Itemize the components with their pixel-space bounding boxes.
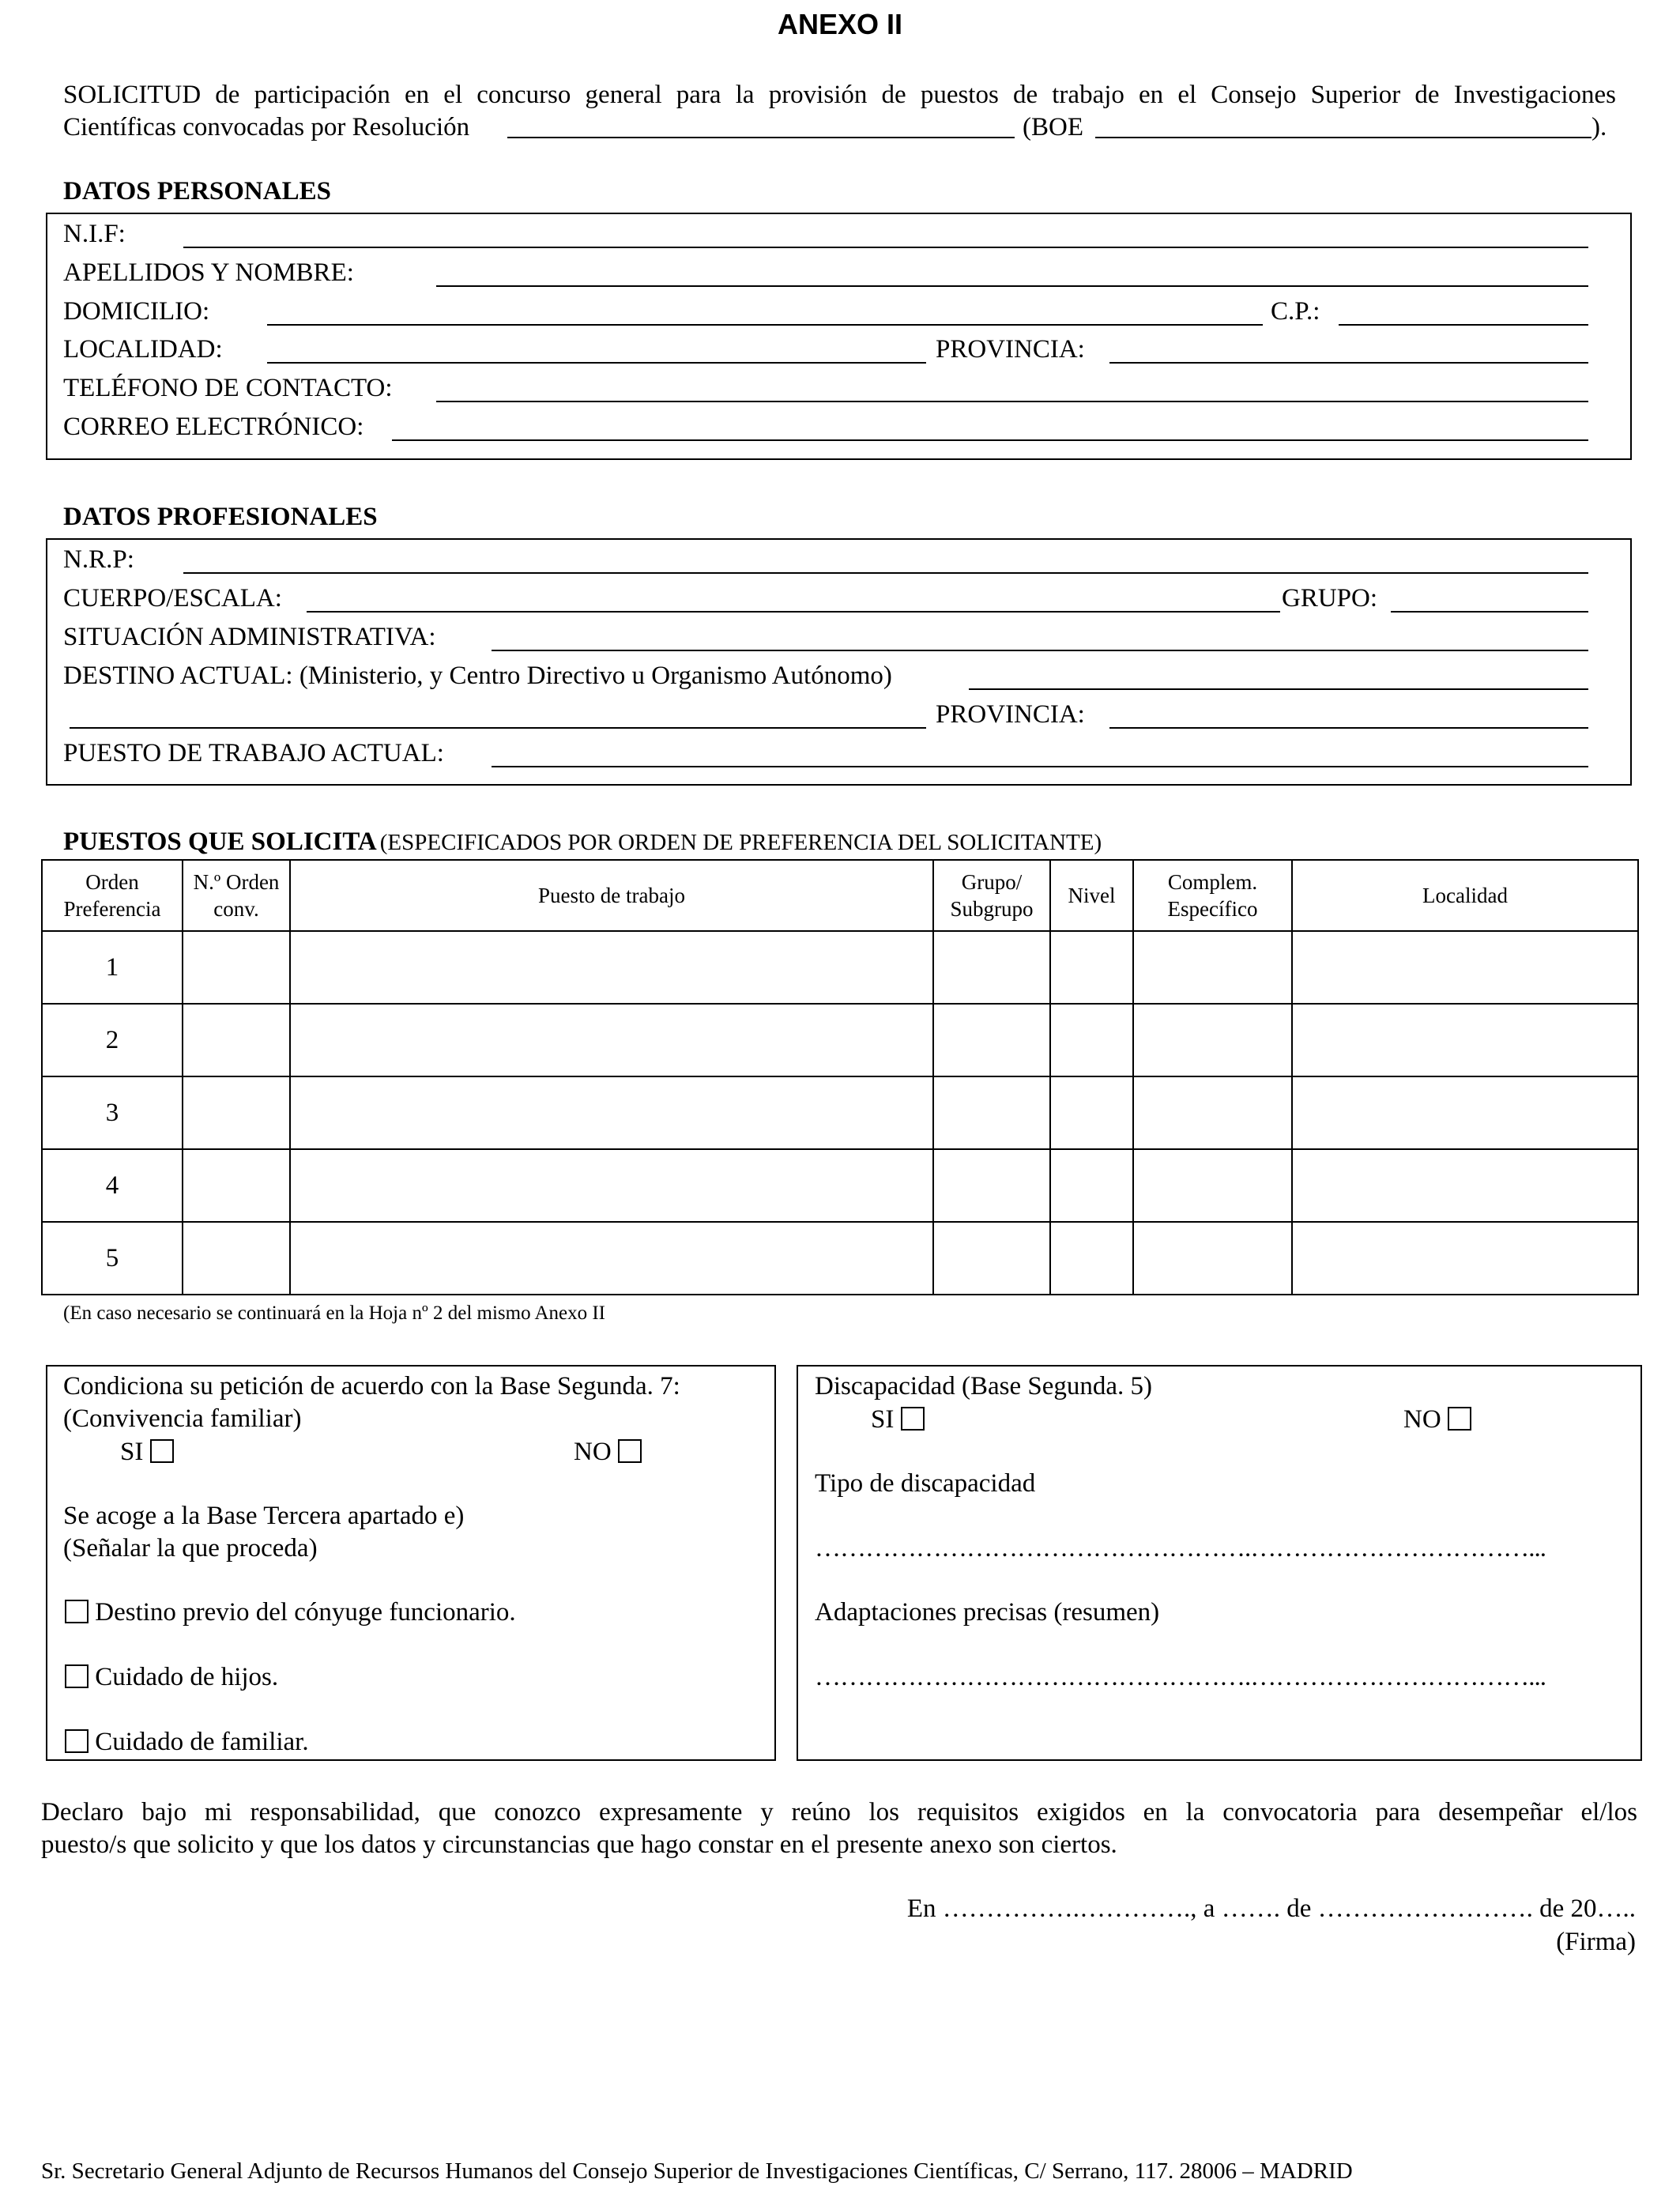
correo-field[interactable] [392, 439, 1588, 441]
col-numero-orden: N.º Orden conv. [183, 860, 290, 931]
discapacidad-no-checkbox[interactable] [1448, 1407, 1471, 1431]
nif-field[interactable] [183, 247, 1588, 248]
localidad-field[interactable] [267, 362, 926, 364]
row-number: 3 [42, 1076, 183, 1149]
footer-address: Sr. Secretario General Adjunto de Recursos Humanos del Consejo Superior de Investigaciones Científicas, C/ Serrano, 117. 28006 – MADRID [41, 2158, 1353, 2184]
table-cell[interactable] [183, 1076, 290, 1149]
table-row [42, 931, 1638, 1004]
adaptaciones-field[interactable]: …………………………………………….……………………………... [815, 1663, 1546, 1691]
table-row [42, 1004, 1638, 1076]
condiciona-line-1: Condiciona su petición de acuerdo con la Base Segunda. 7: [63, 1372, 680, 1400]
domicilio-field[interactable] [267, 324, 1263, 326]
option-hijos [65, 1661, 278, 1693]
declaracion-line-2: puesto/s que solicito y que los datos y circunstancias que hago constar en el presente anexo son ciertos. [41, 1830, 1117, 1859]
table-header-row [42, 860, 1638, 931]
option-conyuge-label: Destino previo del cónyuge funcionario. [95, 1598, 516, 1627]
discapacidad-no [1403, 1404, 1471, 1435]
table-cell[interactable] [1292, 1004, 1638, 1076]
col-localidad: Localidad [1292, 860, 1638, 931]
condiciona-no-label: NO [574, 1438, 612, 1466]
discapacidad-si-label: SI [871, 1405, 895, 1434]
row-number: 1 [42, 931, 183, 1004]
table-cell[interactable] [933, 1004, 1050, 1076]
cuerpo-label: CUERPO/ESCALA: [63, 584, 282, 613]
puestos-heading-wrap [63, 827, 1102, 857]
destino-label: DESTINO ACTUAL: (Ministerio, y Centro Directivo u Organismo Autónomo) [63, 662, 892, 690]
col-orden-preferencia: Orden Preferencia [42, 860, 183, 931]
page-title: ANEXO II [777, 8, 903, 40]
row-number: 4 [42, 1149, 183, 1222]
table-cell[interactable] [1133, 1076, 1292, 1149]
table-cell[interactable] [183, 931, 290, 1004]
table-cell[interactable] [1292, 1076, 1638, 1149]
boe-field[interactable] [1095, 137, 1591, 138]
grupo-label: GRUPO: [1282, 584, 1378, 613]
discapacidad-si-checkbox[interactable] [901, 1407, 925, 1431]
table-cell[interactable] [1050, 931, 1133, 1004]
intro-line-2c: ). [1591, 113, 1607, 141]
personal-heading: DATOS PERSONALES [63, 177, 331, 205]
domicilio-label: DOMICILIO: [63, 297, 210, 326]
table-cell[interactable] [183, 1222, 290, 1295]
table-cell[interactable] [1292, 1222, 1638, 1295]
table-row [42, 1076, 1638, 1149]
intro-line-2b: (BOE [1023, 113, 1083, 141]
row-number: 5 [42, 1222, 183, 1295]
puesto-actual-label: PUESTO DE TRABAJO ACTUAL: [63, 739, 444, 767]
table-cell[interactable] [933, 931, 1050, 1004]
correo-label: CORREO ELECTRÓNICO: [63, 413, 364, 441]
puestos-heading: PUESTOS QUE SOLICITA [63, 827, 377, 856]
table-cell[interactable] [290, 1149, 933, 1222]
base-tercera-line-1: Se acoge a la Base Tercera apartado e) [63, 1502, 465, 1530]
col-nivel: Nivel [1050, 860, 1133, 931]
telefono-label: TELÉFONO DE CONTACTO: [63, 374, 393, 402]
table-cell[interactable] [1050, 1149, 1133, 1222]
situacion-label: SITUACIÓN ADMINISTRATIVA: [63, 623, 436, 651]
tipo-discapacidad-field[interactable]: …………………………………………….……………………………... [815, 1534, 1546, 1563]
nrp-field[interactable] [183, 572, 1588, 574]
discapacidad-line-1: Discapacidad (Base Segunda. 5) [815, 1372, 1153, 1400]
table-cell[interactable] [1133, 931, 1292, 1004]
table-cell[interactable] [183, 1004, 290, 1076]
intro-line-1: SOLICITUD de participación en el concurso general para la provisión de puestos de trabajo en el Consejo Superior de Investigaciones [63, 81, 1616, 109]
option-familiar [65, 1726, 309, 1758]
table-cell[interactable] [290, 1076, 933, 1149]
table-note: (En caso necesario se continuará en la Hoja nº 2 del mismo Anexo II [63, 1302, 605, 1324]
table-cell[interactable] [290, 1222, 933, 1295]
base-tercera-line-2: (Señalar la que proceda) [63, 1534, 318, 1563]
declaracion-line-1: Declaro bajo mi responsabilidad, que conozco expresamente y reúno los requisitos exigidos en la convocatoria para desempeñar el/los [41, 1798, 1637, 1826]
professional-provincia-field[interactable] [1109, 727, 1588, 729]
firma-label: (Firma) [1556, 1928, 1636, 1956]
destino-continuation-field[interactable] [70, 727, 926, 729]
table-cell[interactable] [1050, 1004, 1133, 1076]
fecha-lugar-field[interactable]: En …………….…………., a ……. de ……………………. de 20….. [906, 1894, 1636, 1923]
nrp-label: N.R.P: [63, 545, 134, 574]
table-cell[interactable] [933, 1076, 1050, 1149]
row-number: 2 [42, 1004, 183, 1076]
table-cell[interactable] [1133, 1222, 1292, 1295]
option-conyuge [65, 1596, 516, 1628]
table-row [42, 1149, 1638, 1222]
col-puesto-trabajo: Puesto de trabajo [290, 860, 933, 931]
professional-provincia-label: PROVINCIA: [936, 700, 1085, 729]
adaptaciones-label: Adaptaciones precisas (resumen) [815, 1598, 1160, 1627]
col-grupo-subgrupo: Grupo/ Subgrupo [933, 860, 1050, 931]
table-cell[interactable] [1133, 1149, 1292, 1222]
condiciona-no-checkbox[interactable] [618, 1439, 642, 1463]
table-cell[interactable] [933, 1222, 1050, 1295]
localidad-label: LOCALIDAD: [63, 335, 223, 364]
option-familiar-checkbox[interactable] [65, 1729, 89, 1753]
situacion-field[interactable] [492, 650, 1588, 651]
cp-field[interactable] [1339, 324, 1588, 326]
option-hijos-label: Cuidado de hijos. [95, 1663, 279, 1691]
puesto-actual-field[interactable] [492, 766, 1588, 767]
table-cell[interactable] [290, 931, 933, 1004]
resolucion-field[interactable] [507, 137, 1015, 138]
puestos-table [41, 859, 1639, 1295]
destino-field[interactable] [969, 688, 1588, 690]
condiciona-si-label: SI [120, 1438, 144, 1466]
cuerpo-field[interactable] [307, 611, 1280, 613]
tipo-discapacidad-label: Tipo de discapacidad [815, 1469, 1036, 1498]
discapacidad-no-label: NO [1403, 1405, 1441, 1434]
apellidos-label: APELLIDOS Y NOMBRE: [63, 258, 354, 287]
table-cell[interactable] [1292, 1149, 1638, 1222]
apellidos-field[interactable] [436, 285, 1588, 287]
cp-label: C.P.: [1271, 297, 1320, 326]
provincia-label: PROVINCIA: [936, 335, 1085, 364]
telefono-field[interactable] [436, 401, 1588, 402]
condiciona-si [120, 1436, 174, 1468]
table-row [42, 1222, 1638, 1295]
table-cell[interactable] [183, 1149, 290, 1222]
option-conyuge-checkbox[interactable] [65, 1600, 89, 1623]
table-cell[interactable] [1050, 1222, 1133, 1295]
provincia-field[interactable] [1109, 362, 1588, 364]
condiciona-line-2: (Convivencia familiar) [63, 1404, 302, 1433]
table-cell[interactable] [1292, 931, 1638, 1004]
professional-heading: DATOS PROFESIONALES [63, 503, 378, 531]
grupo-field[interactable] [1391, 611, 1588, 613]
nif-label: N.I.F: [63, 220, 126, 248]
table-cell[interactable] [1050, 1076, 1133, 1149]
col-complemento-especifico: Complem. Específico [1133, 860, 1292, 931]
intro-line-2a: Científicas convocadas por Resolución [63, 113, 470, 141]
table-cell[interactable] [290, 1004, 933, 1076]
discapacidad-si [871, 1404, 925, 1435]
option-familiar-label: Cuidado de familiar. [95, 1728, 309, 1756]
condiciona-si-checkbox[interactable] [150, 1439, 174, 1463]
puestos-subheading: (ESPECIFICADOS POR ORDEN DE PREFERENCIA DEL SOLICITANTE) [379, 830, 1102, 855]
table-cell[interactable] [1133, 1004, 1292, 1076]
option-hijos-checkbox[interactable] [65, 1664, 89, 1688]
table-cell[interactable] [933, 1149, 1050, 1222]
condiciona-no [574, 1436, 642, 1468]
